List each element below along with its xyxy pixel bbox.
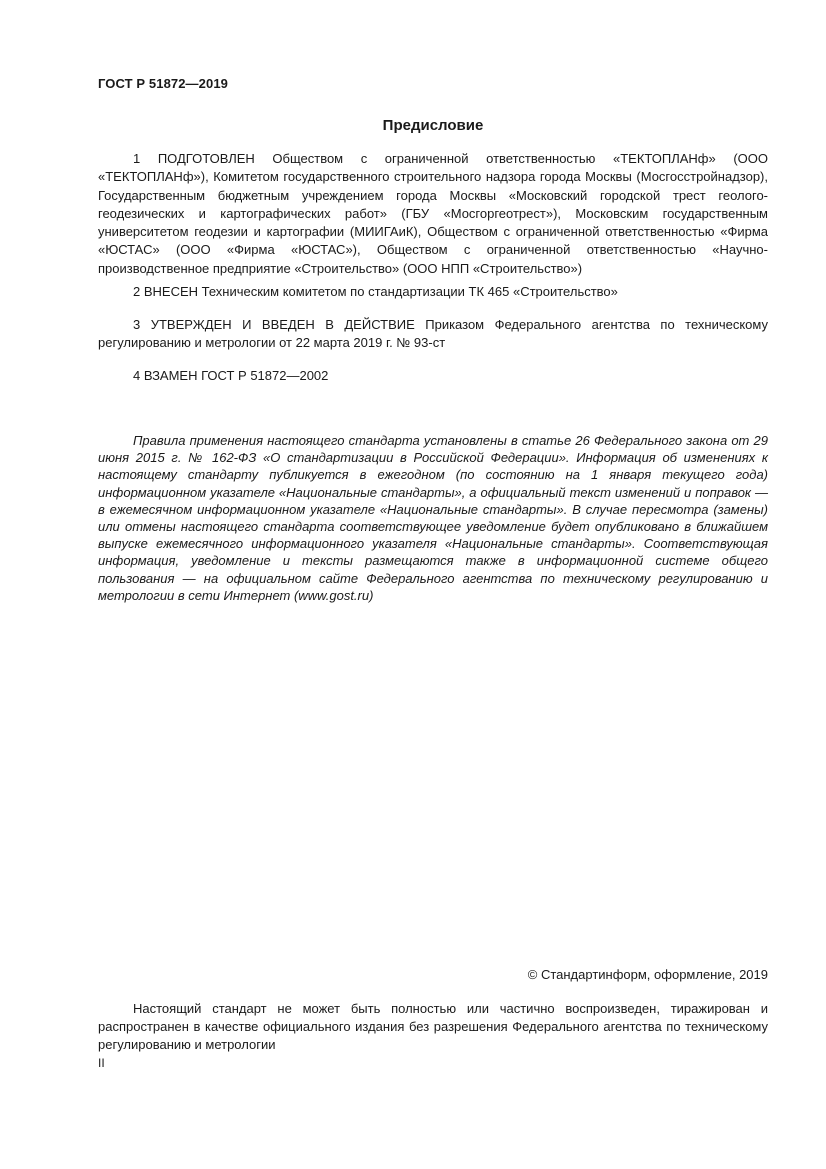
- preface-item-4: 4 ВЗАМЕН ГОСТ Р 51872—2002: [133, 368, 329, 383]
- preface-item-2: 2 ВНЕСЕН Техническим комитетом по стандартизации ТК 465 «Строительство»: [133, 284, 618, 299]
- legal-notice: Настоящий стандарт не может быть полностью или частично воспроизведен, тиражирован и распространен в качестве официального издания без разрешения Федерального агентства по техническому регулированию и метрологии: [98, 1001, 768, 1052]
- preface-item-1: 1 ПОДГОТОВЛЕН Обществом с ограниченной ответственностью «ТЕКТОПЛАНф» (ООО «ТЕКТОПЛАНф»), Комитетом государственного строительного надзора города Москвы (Мосгосстройнадзор), Государственным бюджетным учреждением города Москвы «Московский городской трест геолого-геодезических и картографических работ» (ГБУ «Мосгоргеотрест»), Московским государственным университетом геодезии и картографии (МИИГАиК), Обществом с ограниченной ответственностью «Фирма «ЮСТАС» (ООО «Фирма «ЮСТАС»), Обществом с ограниченной ответственностью «Научно-производственное предприятие «Строительство» (ООО НПП «Строительство»): [98, 151, 768, 276]
- copyright-line: © Стандартинформ, оформление, 2019: [527, 967, 768, 982]
- document-code: ГОСТ Р 51872—2019: [98, 76, 228, 91]
- preface-title: Предисловие: [382, 117, 484, 134]
- application-notice: Правила применения настоящего стандарта установлены в статье 26 Федерального закона от 29 июня 2015 г. № 162-ФЗ «О стандартизации в Российской Федерации». Информация об изменениях к настоящему стандарту публикуется в ежегодном (по состоянию на 1 января текущего года) информационном указателе «Национальные стандарты», а официальный текст изменений и поправок — в ежемесячном информационном указателе «Национальные стандарты». В случае пересмотра (замены) или отмены настоящего стандарта соответствующее уведомление будет опубликовано в ближайшем выпуске ежемесячного информационного указателя «Национальные стандарты». Соответствующая информация, уведомление и тексты размещаются также в информационной системе общего пользования — на официальном сайте Федерального агентства по техническому регулированию и метрологии в сети Интернет (www.gost.ru): [98, 433, 768, 603]
- page-number: II: [98, 1056, 105, 1070]
- preface-item-3: 3 УТВЕРЖДЕН И ВВЕДЕН В ДЕЙСТВИЕ Приказом Федерального агентства по техническому регулированию и метрологии от 22 марта 2019 г. № 93-ст: [98, 317, 768, 351]
